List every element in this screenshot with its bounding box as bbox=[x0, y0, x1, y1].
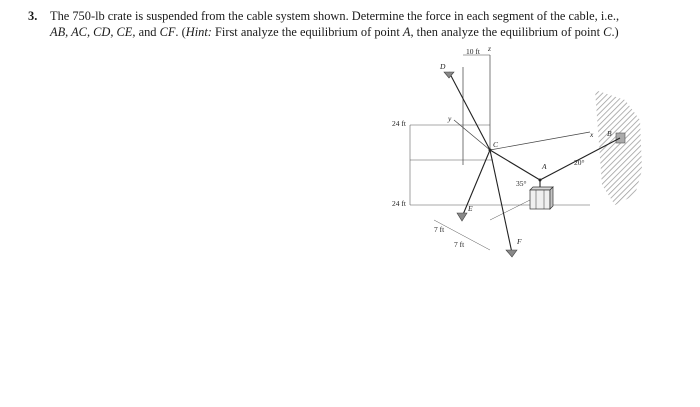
cable-cf bbox=[490, 150, 512, 253]
angle-35-label: 35° bbox=[516, 179, 527, 188]
cable-system-figure bbox=[390, 45, 660, 270]
axis-x-label: x bbox=[590, 130, 594, 139]
hint-end: .) bbox=[611, 25, 619, 39]
hint-label: Hint: bbox=[185, 25, 212, 39]
problem-statement bbox=[28, 8, 678, 40]
problem-number: 3. bbox=[28, 9, 38, 23]
dim-7ft-a: 7 ft bbox=[434, 225, 445, 234]
problem-line-2 bbox=[28, 24, 678, 40]
conjunction: and bbox=[135, 25, 160, 39]
support-e bbox=[457, 213, 467, 221]
angle-20-label: 20° bbox=[574, 158, 585, 167]
point-f-label: F bbox=[517, 237, 522, 246]
crate bbox=[530, 187, 553, 209]
point-a-label: A bbox=[542, 162, 547, 171]
axis-y-label: y bbox=[448, 114, 452, 123]
point-c-label: C bbox=[493, 140, 499, 149]
hint-text: First analyze the equilibrium of point bbox=[211, 25, 403, 39]
wall-anchor-b bbox=[616, 133, 625, 143]
cable-ac bbox=[490, 150, 540, 180]
segments-list: AB, AC, CD, CE, bbox=[50, 25, 136, 39]
hint-text-2: , then analyze the equilibrium of point bbox=[410, 25, 604, 39]
axis-z-label: z bbox=[488, 45, 491, 53]
support-d bbox=[444, 72, 454, 78]
dim-10ft: 10 ft bbox=[466, 47, 480, 56]
x-axis bbox=[490, 132, 590, 150]
segment-cf: CF bbox=[159, 25, 176, 39]
y-axis bbox=[454, 120, 490, 150]
node-a bbox=[539, 179, 542, 182]
dim-24ft-upper: 24 ft bbox=[392, 119, 406, 128]
point-e-label: E bbox=[468, 204, 473, 213]
cable-cd bbox=[449, 72, 490, 150]
node-c bbox=[489, 149, 492, 152]
point-d-label: D bbox=[440, 62, 446, 71]
support-f bbox=[506, 250, 517, 257]
hint-point-a: A bbox=[402, 25, 411, 39]
point-b-label: B bbox=[607, 129, 612, 138]
dim-7ft-b: 7 ft bbox=[454, 240, 465, 249]
punct: . ( bbox=[175, 25, 186, 39]
problem-text-1: The 750-lb crate is suspended from the cable system shown. Determine the force in each segment of the cable, i.e., bbox=[50, 9, 620, 23]
dim-24ft-lower: 24 ft bbox=[392, 199, 406, 208]
hint-point-c: C bbox=[603, 25, 612, 39]
